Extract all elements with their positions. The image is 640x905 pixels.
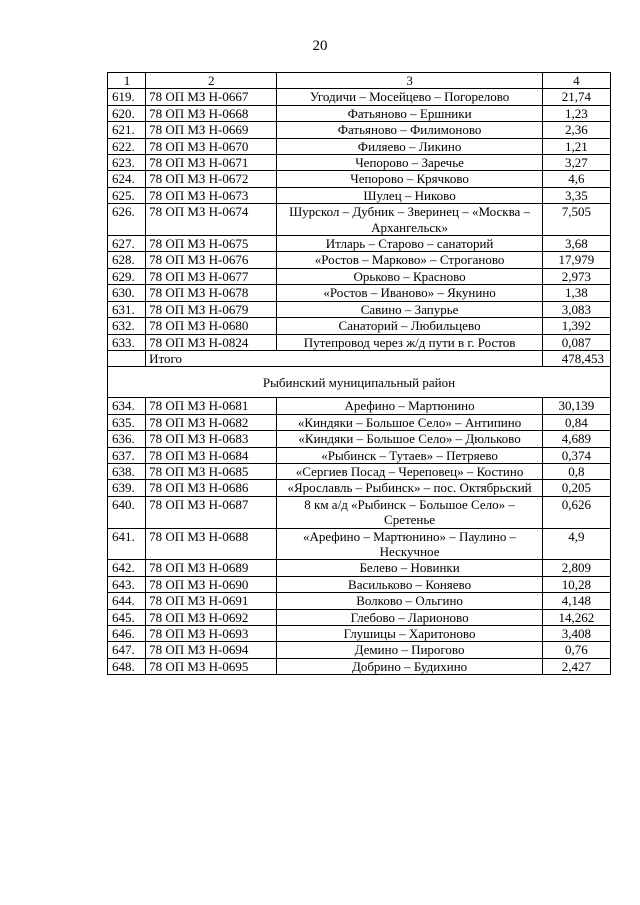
table-row [108, 560, 611, 576]
row-number: 620. [108, 105, 146, 121]
road-code: 78 ОП МЗ Н-0672 [146, 171, 277, 187]
table-row [108, 576, 611, 592]
table-row [108, 609, 611, 625]
road-length: 2,809 [542, 560, 610, 576]
road-length: 2,427 [542, 658, 610, 674]
table-row [108, 334, 611, 350]
road-name: Чепорово – Заречье [277, 155, 543, 171]
road-length: 4,9 [542, 528, 610, 560]
road-code: 78 ОП МЗ Н-0669 [146, 122, 277, 138]
road-name: Васильково – Коняево [277, 576, 543, 592]
table-row [108, 593, 611, 609]
road-code: 78 ОП МЗ Н-0681 [146, 398, 277, 414]
table-row [108, 447, 611, 463]
table-row [108, 431, 611, 447]
road-code: 78 ОП МЗ Н-0691 [146, 593, 277, 609]
road-name: «Ростов – Иваново» – Якунино [277, 285, 543, 301]
table-row [108, 171, 611, 187]
road-name: 8 км а/д «Рыбинск – Большое Село» – Сретенье [277, 496, 543, 528]
row-number: 641. [108, 528, 146, 560]
page-number: 20 [312, 38, 328, 54]
road-code: 78 ОП МЗ Н-0674 [146, 204, 277, 236]
road-length: 0,8 [542, 463, 610, 479]
row-number: 646. [108, 626, 146, 642]
road-length: 0,087 [542, 334, 610, 350]
table-row [108, 122, 611, 138]
road-name: Демино – Пирогово [277, 642, 543, 658]
road-length: 0,76 [542, 642, 610, 658]
table-row [108, 658, 611, 674]
table-row [108, 463, 611, 479]
road-code: 78 ОП МЗ Н-0684 [146, 447, 277, 463]
road-code: 78 ОП МЗ Н-0686 [146, 480, 277, 496]
road-length: 1,21 [542, 138, 610, 154]
road-code: 78 ОП МЗ Н-0682 [146, 414, 277, 430]
row-number: 645. [108, 609, 146, 625]
total-value: 478,453 [542, 350, 610, 366]
row-number: 642. [108, 560, 146, 576]
road-code: 78 ОП МЗ Н-0673 [146, 187, 277, 203]
road-length: 4,148 [542, 593, 610, 609]
row-number: 635. [108, 414, 146, 430]
road-length: 4,689 [542, 431, 610, 447]
road-length: 0,374 [542, 447, 610, 463]
road-code: 78 ОП МЗ Н-0685 [146, 463, 277, 479]
road-code: 78 ОП МЗ Н-0675 [146, 236, 277, 252]
road-length: 7,505 [542, 204, 610, 236]
road-code: 78 ОП МЗ Н-0694 [146, 642, 277, 658]
road-name: Волково – Ольгино [277, 593, 543, 609]
row-number: 627. [108, 236, 146, 252]
table-row [108, 155, 611, 171]
road-name: Глушицы – Харитоново [277, 626, 543, 642]
road-name: «Рыбинск – Тутаев» – Петряево [277, 447, 543, 463]
road-code: 78 ОП МЗ Н-0680 [146, 318, 277, 334]
road-code: 78 ОП МЗ Н-0683 [146, 431, 277, 447]
row-number: 630. [108, 285, 146, 301]
table-header-row [108, 73, 611, 89]
row-number: 619. [108, 89, 146, 105]
row-number: 639. [108, 480, 146, 496]
road-length: 2,36 [542, 122, 610, 138]
table-row [108, 252, 611, 268]
road-length: 1,23 [542, 105, 610, 121]
table-row [108, 496, 611, 528]
road-name: Добрино – Будихино [277, 658, 543, 674]
section-title: Рыбинский муниципальный район [108, 367, 611, 398]
road-length: 0,84 [542, 414, 610, 430]
road-name: «Арефино – Мартюнино» – Паулино – Нескучное [277, 528, 543, 560]
road-name: «Киндяки – Большое Село» – Дюльково [277, 431, 543, 447]
table-row [108, 301, 611, 317]
road-code: 78 ОП МЗ Н-0678 [146, 285, 277, 301]
road-name: Угодичи – Мосейцево – Погорелово [277, 89, 543, 105]
road-name: Путепровод через ж/д пути в г. Ростов [277, 334, 543, 350]
table-row [108, 626, 611, 642]
road-code: 78 ОП МЗ Н-0679 [146, 301, 277, 317]
road-length: 3,35 [542, 187, 610, 203]
table-row [108, 268, 611, 284]
row-number: 624. [108, 171, 146, 187]
road-name: Филяево – Ликино [277, 138, 543, 154]
row-number: 622. [108, 138, 146, 154]
road-code: 78 ОП МЗ Н-0695 [146, 658, 277, 674]
row-number: 623. [108, 155, 146, 171]
row-number: 626. [108, 204, 146, 236]
road-name: Белево – Новинки [277, 560, 543, 576]
section-row [108, 367, 611, 398]
table-row [108, 236, 611, 252]
road-code: 78 ОП МЗ Н-0671 [146, 155, 277, 171]
roads-table [107, 72, 611, 675]
road-length: 3,27 [542, 155, 610, 171]
table-row [108, 528, 611, 560]
road-length: 10,28 [542, 576, 610, 592]
row-number: 632. [108, 318, 146, 334]
road-code: 78 ОП МЗ Н-0824 [146, 334, 277, 350]
road-length: 14,262 [542, 609, 610, 625]
road-name: Шурскол – Дубник – Зверинец – «Москва – Архангельск» [277, 204, 543, 236]
road-length: 1,392 [542, 318, 610, 334]
road-name: Санаторий – Любильцево [277, 318, 543, 334]
row-number: 636. [108, 431, 146, 447]
road-code: 78 ОП МЗ Н-0677 [146, 268, 277, 284]
row-number: 634. [108, 398, 146, 414]
table-row [108, 480, 611, 496]
road-name: «Ярославль – Рыбинск» – пос. Октябрьский [277, 480, 543, 496]
road-name: Фатьяново – Ершники [277, 105, 543, 121]
road-name: «Сергиев Посад – Череповец» – Костино [277, 463, 543, 479]
road-name: «Ростов – Марково» – Строганово [277, 252, 543, 268]
road-name: Чепорово – Крячково [277, 171, 543, 187]
road-length: 2,973 [542, 268, 610, 284]
header-col-2: 2 [146, 73, 277, 89]
road-length: 0,626 [542, 496, 610, 528]
road-length: 21,74 [542, 89, 610, 105]
road-length: 4,6 [542, 171, 610, 187]
road-name: «Киндяки – Большое Село» – Антипино [277, 414, 543, 430]
road-name: Арефино – Мартюнино [277, 398, 543, 414]
road-code: 78 ОП МЗ Н-0687 [146, 496, 277, 528]
road-name: Савино – Запурье [277, 301, 543, 317]
road-length: 3,68 [542, 236, 610, 252]
table-row [108, 285, 611, 301]
header-col-3: 3 [277, 73, 543, 89]
table-row [108, 187, 611, 203]
table-row [108, 138, 611, 154]
row-number: 631. [108, 301, 146, 317]
table-row [108, 89, 611, 105]
table-row [108, 318, 611, 334]
row-number: 625. [108, 187, 146, 203]
road-name: Шулец – Никово [277, 187, 543, 203]
road-code: 78 ОП МЗ Н-0676 [146, 252, 277, 268]
road-code: 78 ОП МЗ Н-0693 [146, 626, 277, 642]
road-length: 3,083 [542, 301, 610, 317]
header-col-4: 4 [542, 73, 610, 89]
road-code: 78 ОП МЗ Н-0688 [146, 528, 277, 560]
header-col-1: 1 [108, 73, 146, 89]
row-number: 647. [108, 642, 146, 658]
road-code: 78 ОП МЗ Н-0670 [146, 138, 277, 154]
road-code: 78 ОП МЗ Н-0667 [146, 89, 277, 105]
total-empty-cell [108, 350, 146, 366]
road-name: Итларь – Старово – санаторий [277, 236, 543, 252]
row-number: 629. [108, 268, 146, 284]
total-row [108, 350, 611, 366]
row-number: 633. [108, 334, 146, 350]
road-length: 0,205 [542, 480, 610, 496]
road-code: 78 ОП МЗ Н-0689 [146, 560, 277, 576]
row-number: 638. [108, 463, 146, 479]
road-length: 17,979 [542, 252, 610, 268]
road-code: 78 ОП МЗ Н-0668 [146, 105, 277, 121]
row-number: 644. [108, 593, 146, 609]
road-length: 3,408 [542, 626, 610, 642]
table-row [108, 398, 611, 414]
road-name: Глебово – Ларионово [277, 609, 543, 625]
row-number: 648. [108, 658, 146, 674]
road-name: Фатьяново – Филимоново [277, 122, 543, 138]
row-number: 621. [108, 122, 146, 138]
row-number: 643. [108, 576, 146, 592]
table-row [108, 414, 611, 430]
row-number: 637. [108, 447, 146, 463]
road-code: 78 ОП МЗ Н-0690 [146, 576, 277, 592]
road-length: 30,139 [542, 398, 610, 414]
row-number: 640. [108, 496, 146, 528]
road-length: 1,38 [542, 285, 610, 301]
table-row [108, 642, 611, 658]
table-row [108, 105, 611, 121]
table-row [108, 204, 611, 236]
total-label: Итого [146, 350, 543, 366]
road-code: 78 ОП МЗ Н-0692 [146, 609, 277, 625]
road-name: Орьково – Красново [277, 268, 543, 284]
row-number: 628. [108, 252, 146, 268]
